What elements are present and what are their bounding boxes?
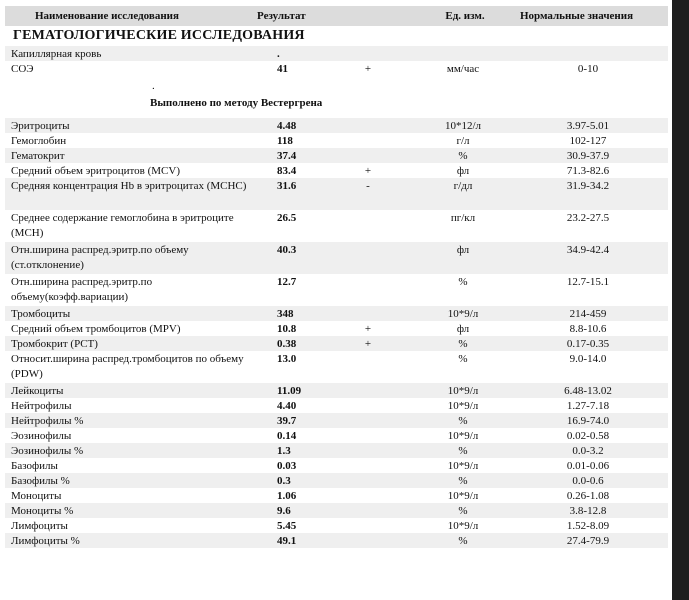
test-result: 13.0 — [277, 353, 297, 365]
test-result: 1.3 — [277, 445, 291, 457]
test-name: Средний объем тромбоцитов (MPV) — [11, 323, 181, 335]
table-row — [5, 118, 668, 133]
pre-rows — [5, 46, 668, 76]
test-result: 348 — [277, 308, 294, 320]
test-norm: 9.0-14.0 — [569, 353, 607, 365]
header-name: Наименование исследования — [35, 10, 179, 22]
test-unit: % — [458, 505, 468, 517]
test-result: 4.48 — [277, 120, 297, 132]
test-flag: - — [366, 180, 370, 192]
test-name: Относит.ширина распред.тромбоцитов по объему (PDW) — [11, 353, 244, 380]
test-unit: 10*9/л — [447, 400, 479, 412]
test-unit: % — [458, 415, 468, 427]
test-flag — [323, 488, 413, 503]
table-row — [5, 443, 668, 458]
test-flag — [323, 473, 413, 488]
test-flag — [323, 383, 413, 398]
test-unit: 10*12/л — [444, 120, 482, 132]
test-result: 37.4 — [277, 150, 297, 162]
test-unit: % — [458, 445, 468, 457]
test-result: 11.09 — [277, 385, 302, 397]
test-name: Гематокрит — [11, 150, 65, 162]
test-name: Средняя концентрация Hb в эритроцитах (MCHC) — [11, 180, 247, 192]
test-name: Нейтрофилы % — [11, 415, 84, 427]
test-norm: 1.52-8.09 — [566, 520, 610, 532]
test-norm: 0.0-0.6 — [572, 475, 604, 487]
table-row — [5, 306, 668, 321]
test-result: 40.3 — [277, 244, 297, 256]
test-name: Базофилы % — [11, 475, 70, 487]
header-norm: Нормальные значения — [519, 10, 634, 22]
test-unit: фл — [456, 323, 470, 335]
test-unit: 10*9/л — [447, 520, 479, 532]
test-unit: г/дл — [453, 180, 473, 192]
test-flag — [323, 413, 413, 428]
test-flag — [323, 133, 413, 148]
test-norm: 214-459 — [569, 308, 607, 320]
test-result: 4.40 — [277, 400, 297, 412]
test-name: Лимфоциты % — [11, 535, 80, 547]
test-name: Эозинофилы — [11, 430, 72, 442]
test-flag — [323, 118, 413, 133]
table-row — [5, 518, 668, 533]
test-result: 49.1 — [277, 535, 297, 547]
test-norm: 34.9-42.4 — [566, 244, 610, 256]
test-result: 118 — [277, 135, 293, 147]
test-result: 41 — [277, 63, 288, 75]
test-norm: 30.9-37.9 — [566, 150, 610, 162]
test-name: Тромбоциты — [11, 308, 71, 320]
table-row — [5, 133, 668, 148]
test-result: 10.8 — [277, 323, 297, 335]
test-flag — [323, 351, 413, 383]
table-row — [5, 383, 668, 398]
test-result: 31.6 — [277, 180, 297, 192]
test-result: 1.06 — [277, 490, 297, 502]
test-unit: 10*9/л — [447, 460, 479, 472]
test-name: Гемоглобин — [11, 135, 67, 147]
test-flag — [323, 518, 413, 533]
test-unit: 10*9/л — [447, 490, 479, 502]
test-name: Отн.ширина распред.эритр.по объему(коэфф.вариации) — [11, 276, 153, 303]
test-result: 0.14 — [277, 430, 297, 442]
test-norm: 23.2-27.5 — [566, 212, 610, 224]
test-unit: % — [458, 475, 468, 487]
test-norm: 6.48-13.02 — [564, 385, 612, 397]
test-norm — [513, 46, 663, 61]
test-result: . — [277, 48, 280, 60]
test-name: Отн.ширина распред.эритр.по объему (ст.отклонение) — [11, 244, 189, 271]
test-flag — [323, 274, 413, 306]
test-result: 26.5 — [277, 212, 297, 224]
test-unit: г/л — [456, 135, 470, 147]
test-flag — [323, 503, 413, 518]
table-row — [5, 46, 668, 61]
test-unit: % — [458, 150, 468, 162]
table-row — [5, 148, 668, 163]
dark-edge — [672, 0, 689, 600]
lab-report — [5, 6, 668, 548]
test-name: Лимфоциты — [11, 520, 68, 532]
test-norm: 3.97-5.01 — [566, 120, 610, 132]
test-norm: 0.0-3.2 — [572, 445, 604, 457]
test-flag — [323, 443, 413, 458]
test-norm: 0.01-0.06 — [566, 460, 610, 472]
test-flag: + — [364, 63, 372, 75]
table-header — [5, 6, 668, 26]
test-name: Эозинофилы % — [11, 445, 84, 457]
table-row — [5, 413, 668, 428]
table-row — [5, 351, 668, 383]
test-result: 0.03 — [277, 460, 297, 472]
test-unit: фл — [456, 165, 470, 177]
test-norm: 3.8-12.8 — [569, 505, 607, 517]
test-name: Капиллярная кровь — [11, 48, 102, 60]
test-name: Моноциты % — [11, 505, 74, 517]
test-norm: 102-127 — [569, 135, 607, 147]
test-name: Базофилы — [11, 460, 58, 472]
test-flag: + — [364, 338, 372, 350]
test-flag — [323, 398, 413, 413]
test-flag — [323, 242, 413, 274]
test-flag — [323, 46, 413, 61]
table-row — [5, 210, 668, 242]
table-row — [5, 242, 668, 274]
test-unit: пг/кл — [450, 212, 476, 224]
test-name: Нейтрофилы — [11, 400, 72, 412]
table-row — [5, 533, 668, 548]
test-unit — [413, 46, 513, 61]
test-norm: 0.17-0.35 — [566, 338, 610, 350]
table-row — [5, 163, 668, 178]
table-row — [5, 503, 668, 518]
table-row — [5, 274, 668, 306]
table-row — [5, 398, 668, 413]
table-row — [5, 428, 668, 443]
header-result: Результат — [257, 10, 306, 22]
test-name: Моноциты — [11, 490, 62, 502]
test-result: 0.3 — [277, 475, 291, 487]
method-dot: . — [152, 80, 155, 92]
results-table — [5, 118, 668, 548]
test-norm: 1.27-7.18 — [566, 400, 610, 412]
test-result: 5.45 — [277, 520, 297, 532]
test-unit: 10*9/л — [447, 308, 479, 320]
table-row — [5, 178, 668, 210]
table-row — [5, 336, 668, 351]
table-row — [5, 458, 668, 473]
test-unit: мм/час — [446, 63, 480, 75]
test-unit: 10*9/л — [447, 385, 479, 397]
test-norm: 0-10 — [577, 63, 599, 75]
test-flag — [323, 428, 413, 443]
test-result: 39.7 — [277, 415, 297, 427]
test-norm: 16.9-74.0 — [566, 415, 610, 427]
test-unit: 10*9/л — [447, 430, 479, 442]
test-unit: % — [458, 353, 468, 365]
test-flag: + — [364, 165, 372, 177]
test-name: СОЭ — [11, 63, 34, 75]
table-row — [5, 473, 668, 488]
table-row — [5, 488, 668, 503]
test-name: Эритроциты — [11, 120, 70, 132]
table-row — [5, 61, 668, 76]
method-text: Выполнено по методу Вестергрена — [150, 97, 323, 109]
test-norm: 27.4-79.9 — [566, 535, 610, 547]
method-note — [5, 76, 668, 118]
test-unit: % — [458, 535, 468, 547]
test-name: Тромбокрит (PCT) — [11, 338, 98, 350]
test-flag — [323, 458, 413, 473]
test-result: 83.4 — [277, 165, 297, 177]
test-unit: % — [458, 338, 468, 350]
test-norm: 71.3-82.6 — [566, 165, 610, 177]
section-title: ГЕМАТОЛОГИЧЕСКИЕ ИССЛЕДОВАНИЯ — [13, 28, 305, 43]
test-unit: фл — [456, 244, 470, 256]
test-norm: 0.02-0.58 — [566, 430, 610, 442]
test-norm: 0.26-1.08 — [566, 490, 610, 502]
test-flag: + — [364, 323, 372, 335]
test-result: 12.7 — [277, 276, 297, 288]
test-flag — [323, 210, 413, 242]
table-row — [5, 321, 668, 336]
test-unit: % — [458, 276, 468, 288]
test-norm: 8.8-10.6 — [569, 323, 607, 335]
test-flag — [323, 533, 413, 548]
test-flag — [323, 306, 413, 321]
test-name: Средний объем эритроцитов (MCV) — [11, 165, 181, 177]
test-name: Среднее содержание гемоглобина в эритроците (MCH) — [11, 212, 234, 239]
header-unit: Ед. изм. — [445, 10, 485, 22]
test-result: 0.38 — [277, 338, 297, 350]
test-name: Лейкоциты — [11, 385, 64, 397]
test-norm: 31.9-34.2 — [566, 180, 610, 192]
test-norm: 12.7-15.1 — [566, 276, 610, 288]
test-result: 9.6 — [277, 505, 291, 517]
test-flag — [323, 148, 413, 163]
